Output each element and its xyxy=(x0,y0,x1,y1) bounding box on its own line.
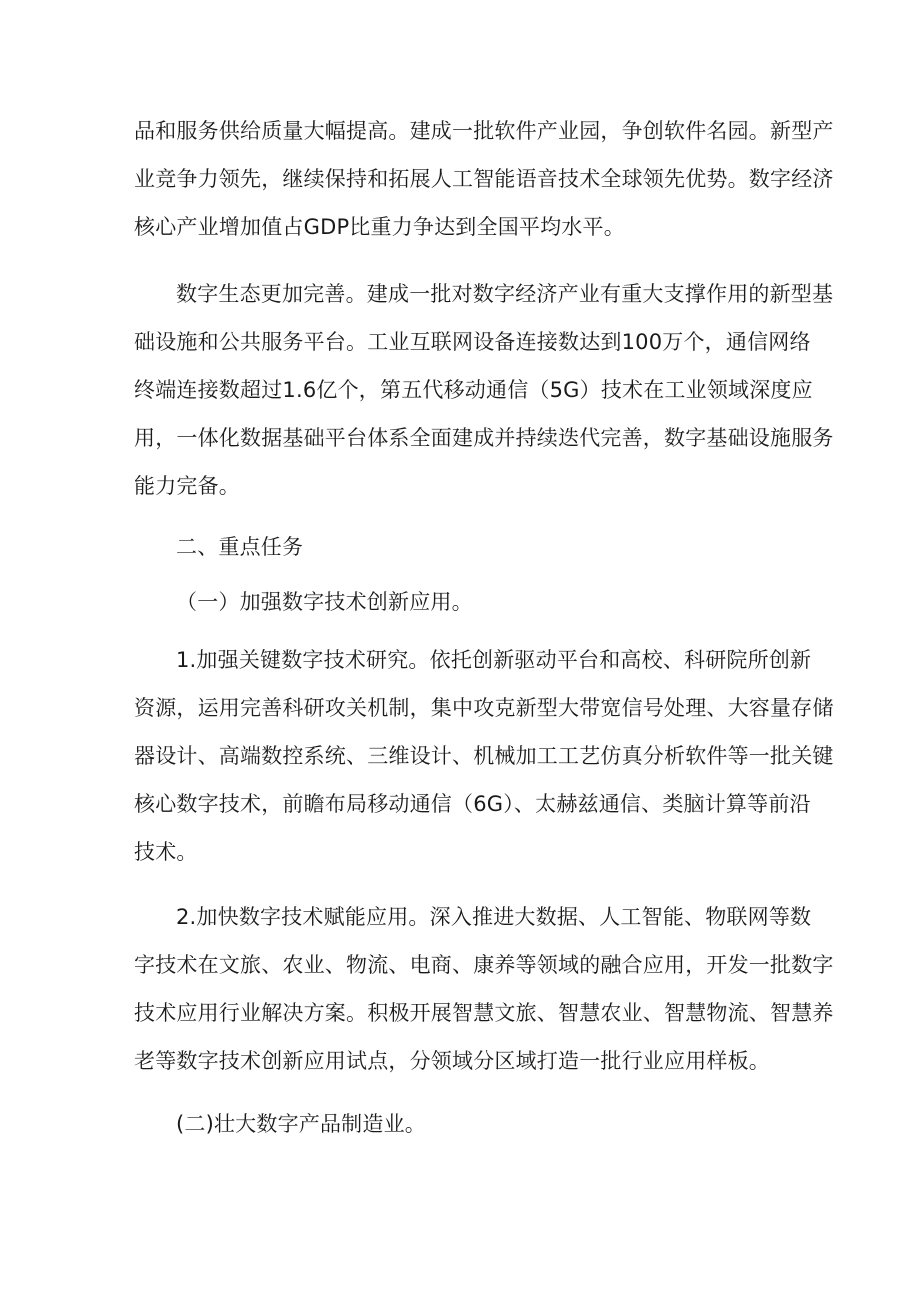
paragraph-2-line-5: 能力完备。 xyxy=(134,474,240,498)
item-2-line-4: 老等数字技术创新应用试点，分领域分区域打造一批行业应用样板。 xyxy=(134,1049,770,1073)
subsection-heading-2: (二)壮大数字产品制造业。 xyxy=(176,1112,426,1136)
paragraph-1-line-2: 业竞争力领先，继续保持和拓展人工智能语音技术全球领先优势。数字经济 xyxy=(134,167,834,191)
item-1-line-2: 资源，运用完善科研攻关机制，集中攻克新型大带宽信号处理、大容量存储 xyxy=(134,696,834,720)
item-2-line-1: 2.加快数字技术赋能应用。深入推进大数据、人工智能、物联网等数 xyxy=(176,905,812,929)
subsection-heading-1: （一）加强数字技术创新应用。 xyxy=(176,590,473,614)
item-2-line-3: 技术应用行业解决方案。积极开展智慧文旅、智慧农业、智慧物流、智慧养 xyxy=(134,1001,834,1025)
item-1-line-5: 技术。 xyxy=(134,840,198,864)
paragraph-1-line-3: 核心产业增加值占GDP比重力争达到全国平均水平。 xyxy=(134,215,625,239)
paragraph-1-line-1: 品和服务供给质量大幅提高。建成一批软件产业园，争创软件名园。新型产 xyxy=(134,119,834,143)
section-heading: 二、重点任务 xyxy=(176,535,304,559)
paragraph-2-line-4: 用，一体化数据基础平台体系全面建成并持续迭代完善，数字基础设施服务 xyxy=(134,426,834,450)
paragraph-2-line-3: 终端连接数超过1.6亿个，第五代移动通信（5G）技术在工业领域深度应 xyxy=(134,378,813,402)
item-1-line-1: 1.加强关键数字技术研究。依托创新驱动平台和高校、科研院所创新 xyxy=(176,648,812,672)
paragraph-2-line-2: 础设施和公共服务平台。工业互联网设备连接数达到100万个，通信网络 xyxy=(134,330,811,354)
paragraph-2-line-1: 数字生态更加完善。建成一批对数字经济产业有重大支撑作用的新型基 xyxy=(176,282,834,306)
item-1-line-4: 核心数字技术，前瞻布局移动通信（6G）、太赫兹通信、类脑计算等前沿 xyxy=(134,792,811,816)
item-1-line-3: 器设计、高端数控系统、三维设计、机械加工工艺仿真分析软件等一批关键 xyxy=(134,744,834,768)
item-2-line-2: 字技术在文旅、农业、物流、电商、康养等领域的融合应用，开发一批数字 xyxy=(134,953,834,977)
